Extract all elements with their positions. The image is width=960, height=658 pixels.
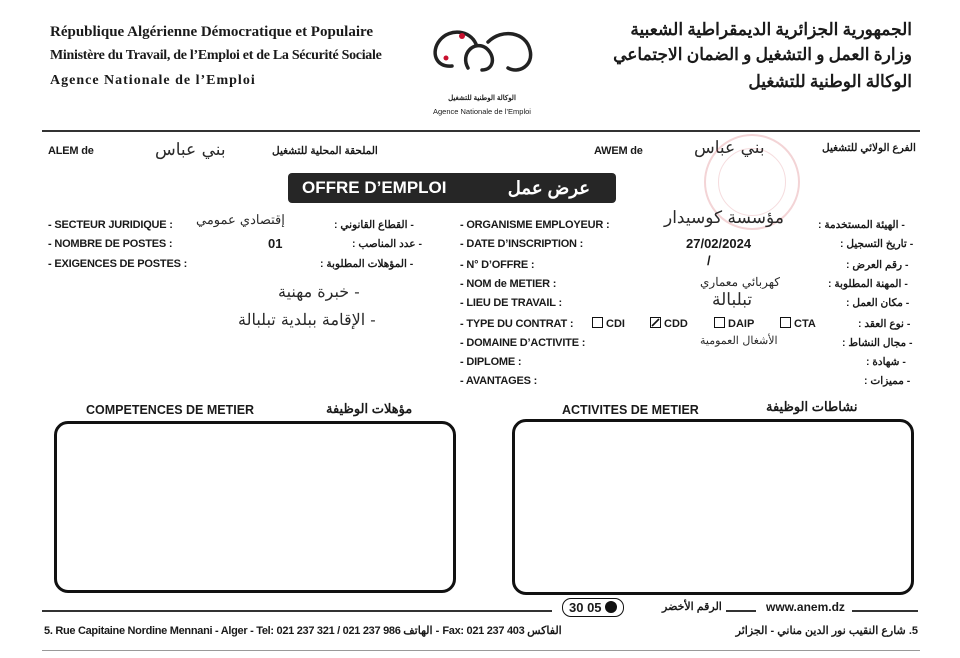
secteur-value: إقتصادي عمومي	[196, 213, 285, 228]
contract-cta-label: CTA	[794, 318, 816, 330]
offre-value: /	[707, 253, 711, 268]
offre-ar-label: - رقم العرض :	[846, 259, 909, 271]
green-number	[562, 598, 624, 617]
requirement-1: - خبرة مهنية	[278, 282, 360, 301]
contrat-label: - TYPE DU CONTRAT :	[460, 318, 574, 330]
organisme-label: - ORGANISME EMPLOYEUR :	[460, 219, 610, 231]
footer-address-ar: 5. شارع النقيب نور الدين مناني - الجزائر	[735, 625, 918, 637]
header-fr-line3: Agence Nationale de l’Emploi	[50, 73, 256, 88]
header-ar-line1: الجمهورية الجزائرية الديمقراطية الشعبية	[630, 20, 912, 39]
title-ar: عرض عمل	[507, 177, 590, 198]
alem-label: ALEM de	[48, 145, 94, 157]
avantages-ar-label: - مميزات :	[864, 375, 911, 387]
checkbox-cta[interactable]	[780, 317, 791, 328]
postes-value: 01	[268, 236, 283, 251]
checkmark-icon	[651, 318, 660, 327]
date-ar-label: - تاريخ التسجيل :	[840, 238, 914, 250]
title-fr: OFFRE D’EMPLOI	[302, 178, 447, 197]
organisme-ar-label: - الهيئة المستخدمة :	[818, 219, 905, 231]
date-label: - DATE D’INSCRIPTION :	[460, 238, 584, 250]
activites-box[interactable]	[512, 419, 914, 595]
competences-title-fr: COMPETENCES DE METIER	[86, 403, 255, 417]
contract-cdi-label: CDI	[606, 318, 625, 330]
logo-caption-fr: Agence Nationale de l’Emploi	[433, 107, 531, 116]
competences-title-ar: مؤهلات الوظيفة	[326, 401, 413, 416]
offre-label: - N° D’OFFRE :	[460, 259, 535, 271]
checkbox-daip[interactable]	[714, 317, 725, 328]
awem-ar-label: الفرع الولائي للتشغيل	[822, 142, 916, 154]
anem-logo-icon	[422, 18, 542, 88]
checkbox-cdi[interactable]	[592, 317, 603, 328]
green-number-value: 30 05	[569, 600, 602, 615]
contrat-ar-label: - نوع العقد :	[858, 318, 911, 330]
domaine-label: - DOMAINE D’ACTIVITE :	[460, 337, 586, 349]
contract-cdd-label: CDD	[664, 318, 688, 330]
alem-value: بني عباس	[155, 140, 226, 160]
contract-option-cta[interactable]	[780, 317, 816, 330]
checkbox-cdd[interactable]	[650, 317, 661, 328]
secteur-ar-label: - القطاع القانوني :	[334, 219, 414, 231]
activites-title-fr: ACTIVITES DE METIER	[562, 403, 699, 417]
exigences-label: - EXIGENCES DE POSTES :	[48, 258, 188, 270]
website-link[interactable]: www.anem.dz	[766, 600, 845, 614]
header-ar-line2: وزارة العمل و التشغيل و الضمان الاجتماعي	[613, 45, 912, 64]
header-fr-line1: République Algérienne Démocratique et Populaire	[50, 24, 374, 40]
lieu-ar-label: - مكان العمل :	[846, 297, 910, 309]
anem-logo	[422, 18, 542, 88]
alem-ar-label: الملحقة المحلية للتشغيل	[272, 145, 378, 157]
activites-title-ar: نشاطات الوظيفة	[766, 399, 858, 414]
secteur-label: - SECTEUR JURIDIQUE :	[48, 219, 173, 231]
contract-option-cdi[interactable]	[592, 317, 625, 330]
competences-box[interactable]	[54, 421, 456, 593]
diplome-label: - DIPLOME :	[460, 356, 522, 368]
header-fr-line2: Ministère du Travail, de l’Emploi et de La Sécurité Sociale	[50, 48, 382, 63]
footer-address-fr: 5. Rue Capitaine Nordine Mennani - Alger - Tel: 021 237 321 / 021 237 986 الهاتف - Fax: 021 237 403 الفاكس	[44, 625, 562, 637]
title-banner	[288, 173, 616, 203]
contract-daip-label: DAIP	[728, 318, 755, 330]
metier-ar-label: - المهنة المطلوبة :	[828, 278, 908, 290]
metier-value: كهربائي معماري	[700, 275, 781, 289]
footer-line-right	[852, 610, 918, 612]
green-number-label: الرقم الأخضر	[662, 601, 722, 613]
awem-label: AWEM de	[594, 145, 643, 157]
domaine-ar-label: - مجال النشاط :	[842, 337, 913, 349]
date-value: 27/02/2024	[686, 236, 752, 251]
header-ar-line3: الوكالة الوطنية للتشغيل	[748, 72, 912, 91]
contract-option-daip[interactable]	[714, 317, 754, 330]
diplome-ar-label: - شهادة :	[866, 356, 906, 368]
footer-line-left	[42, 610, 552, 612]
postes-ar-label: - عدد المناصب :	[352, 238, 422, 250]
avantages-label: - AVANTAGES :	[460, 375, 538, 387]
metier-label: - NOM de METIER :	[460, 278, 557, 290]
logo-caption-ar: الوكالة الوطنية للتشغيل	[448, 95, 516, 102]
domaine-value: الأشغال العمومية	[700, 334, 778, 347]
header-divider	[42, 130, 920, 132]
awem-value: بني عباس	[694, 138, 765, 158]
exigences-ar-label: - المؤهلات المطلوبة :	[320, 258, 414, 270]
contract-option-cdd[interactable]	[650, 317, 688, 330]
organisme-value: مؤسسة كوسيدار	[664, 208, 784, 228]
phone-icon	[605, 601, 617, 613]
footer-bottom-line	[42, 650, 920, 651]
lieu-label: - LIEU DE TRAVAIL :	[460, 297, 562, 309]
postes-label: - NOMBRE DE POSTES :	[48, 238, 173, 250]
requirement-2: - الإقامة ببلدية تبلبالة	[238, 310, 376, 329]
footer-line-mid	[726, 610, 756, 612]
lieu-value: تبلبالة	[712, 290, 753, 310]
